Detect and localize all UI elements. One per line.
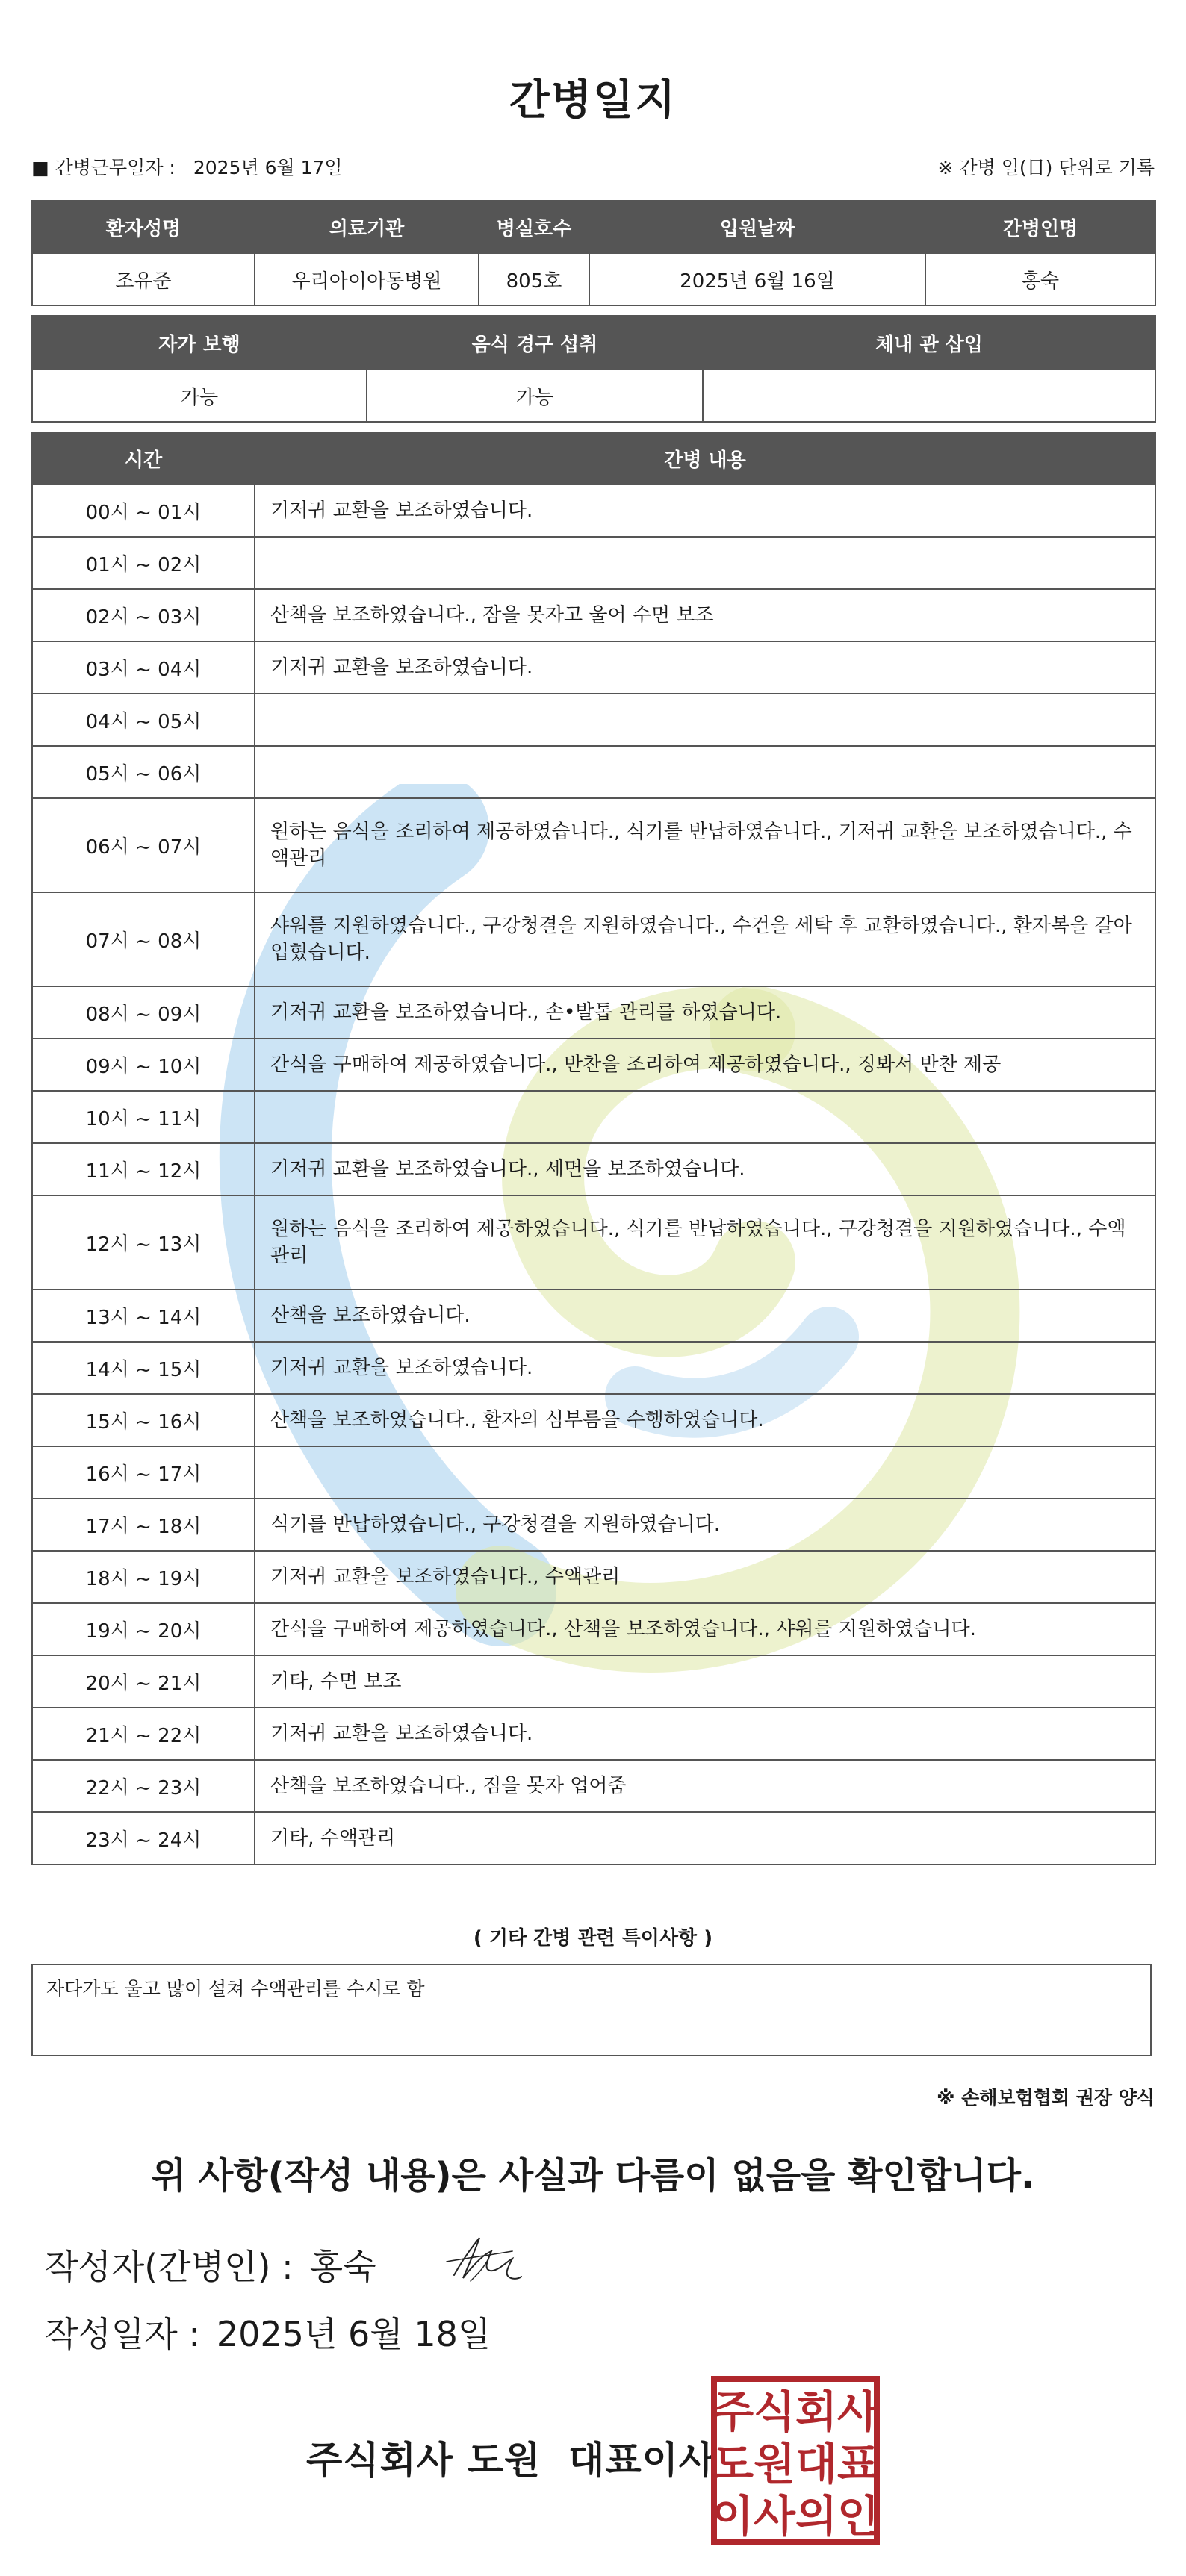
time-cell: 16시 ~ 17시 xyxy=(32,1446,255,1499)
insurer-format-note: ※ 손해보험협회 권장 양식 xyxy=(937,2087,1155,2109)
content-cell: 기저귀 교환을 보조하였습니다., 손•발톱 관리를 하였습니다. xyxy=(255,986,1155,1039)
content-cell: 기저귀 교환을 보조하였습니다., 수액관리 xyxy=(255,1551,1155,1603)
time-cell: 04시 ~ 05시 xyxy=(32,694,255,746)
admission-date: 2025년 6월 16일 xyxy=(589,253,925,305)
table-row xyxy=(32,1342,1155,1394)
time-cell: 05시 ~ 06시 xyxy=(32,746,255,798)
content-cell: 산책을 보조하였습니다. xyxy=(255,1289,1155,1342)
table-row xyxy=(32,1289,1155,1342)
header-hospital: 의료기관 xyxy=(255,201,479,253)
company-representative: 주식회사 도원 대표이사 xyxy=(306,2439,716,2482)
content-cell: 기타, 수면 보조 xyxy=(255,1655,1155,1708)
content-cell: 산책을 보조하였습니다., 잠을 못자고 울어 수면 보조 xyxy=(255,589,1155,641)
work-date-line xyxy=(31,153,1155,183)
patient-info-table xyxy=(31,200,1156,306)
written-date-label: 작성일자 : xyxy=(45,2314,200,2354)
content-cell: 기저귀 교환을 보조하였습니다. xyxy=(255,1342,1155,1394)
table-row xyxy=(32,1760,1155,1812)
header-oral-intake: 음식 경구 섭취 xyxy=(367,316,703,370)
time-cell: 11시 ~ 12시 xyxy=(32,1143,255,1195)
written-date-line xyxy=(45,2307,491,2356)
table-row xyxy=(32,1812,1155,1864)
confirmation-statement: 위 사항(작성 내용)은 사실과 다름이 없음을 확인합니다. xyxy=(151,2155,1035,2197)
table-row xyxy=(32,746,1155,798)
patient-info-value-row xyxy=(32,253,1155,305)
table-row xyxy=(32,694,1155,746)
oral-intake-value: 가능 xyxy=(367,370,703,422)
table-row xyxy=(32,1603,1155,1655)
content-cell: 기타, 수액관리 xyxy=(255,1812,1155,1864)
time-cell: 01시 ~ 02시 xyxy=(32,537,255,589)
patient-status-table xyxy=(31,315,1156,423)
log-header-row xyxy=(32,432,1155,485)
document-title: 간병일지 xyxy=(509,76,677,125)
care-log-table xyxy=(31,432,1156,1865)
table-row xyxy=(32,537,1155,589)
time-cell: 22시 ~ 23시 xyxy=(32,1760,255,1812)
table-row xyxy=(32,1394,1155,1446)
table-row xyxy=(32,1039,1155,1091)
table-row xyxy=(32,1551,1155,1603)
time-cell: 20시 ~ 21시 xyxy=(32,1655,255,1708)
writer-line xyxy=(45,2240,376,2289)
header-tube-insertion: 체내 관 삽입 xyxy=(703,316,1155,370)
time-cell: 10시 ~ 11시 xyxy=(32,1091,255,1143)
time-cell: 12시 ~ 13시 xyxy=(32,1195,255,1289)
company-seal-stamp xyxy=(710,2374,881,2546)
special-notes-box: 자다가도 울고 많이 설쳐 수액관리를 수시로 함 xyxy=(31,1964,1152,2056)
content-cell: 산책을 보조하였습니다., 짐을 못자 업어줌 xyxy=(255,1760,1155,1812)
content-cell: 원하는 음식을 조리하여 제공하였습니다., 식기를 반납하였습니다., 기저귀 교환을 보조하였습니다., 수액관리 xyxy=(255,798,1155,892)
caregiver-name: 홍숙 xyxy=(925,253,1155,305)
time-cell: 19시 ~ 20시 xyxy=(32,1603,255,1655)
status-header-row xyxy=(32,316,1155,370)
table-row xyxy=(32,1499,1155,1551)
writer-name: 홍숙 xyxy=(309,2247,376,2287)
svg-text:이사의인: 이사의인 xyxy=(711,2491,880,2542)
header-care-content: 간병 내용 xyxy=(255,432,1155,485)
walking-value: 가능 xyxy=(32,370,367,422)
header-caregiver: 간병인명 xyxy=(925,201,1155,253)
time-cell: 06시 ~ 07시 xyxy=(32,798,255,892)
svg-text:도원대표: 도원대표 xyxy=(711,2439,880,2489)
content-cell: 간식을 구매하여 제공하였습니다., 산책을 보조하였습니다., 샤워를 지원하였습니다. xyxy=(255,1603,1155,1655)
time-cell: 18시 ~ 19시 xyxy=(32,1551,255,1603)
content-cell: 원하는 음식을 조리하여 제공하였습니다., 식기를 반납하였습니다., 구강청결을 지원하였습니다., 수액관리 xyxy=(255,1195,1155,1289)
time-cell: 14시 ~ 15시 xyxy=(32,1342,255,1394)
header-admission-date: 입원날짜 xyxy=(589,201,925,253)
content-cell xyxy=(255,1446,1155,1499)
table-row xyxy=(32,892,1155,986)
status-value-row xyxy=(32,370,1155,422)
content-cell xyxy=(255,694,1155,746)
writer-label: 작성자(간병인) : xyxy=(45,2247,294,2287)
time-cell: 17시 ~ 18시 xyxy=(32,1499,255,1551)
time-cell: 02시 ~ 03시 xyxy=(32,589,255,641)
time-cell: 15시 ~ 16시 xyxy=(32,1394,255,1446)
table-row xyxy=(32,1708,1155,1760)
work-date-value: 2025년 6월 17일 xyxy=(193,157,343,178)
table-row xyxy=(32,1195,1155,1289)
hospital-name: 우리아이아동병원 xyxy=(255,253,479,305)
content-cell xyxy=(255,1091,1155,1143)
time-cell: 07시 ~ 08시 xyxy=(32,892,255,986)
content-cell: 기저귀 교환을 보조하였습니다. xyxy=(255,485,1155,537)
table-row xyxy=(32,485,1155,537)
content-cell xyxy=(255,537,1155,589)
time-cell: 13시 ~ 14시 xyxy=(32,1289,255,1342)
work-date xyxy=(31,153,343,180)
content-cell: 기저귀 교환을 보조하였습니다., 세면을 보조하였습니다. xyxy=(255,1143,1155,1195)
patient-name: 조유준 xyxy=(32,253,255,305)
written-date-value: 2025년 6월 18일 xyxy=(216,2314,491,2354)
content-cell: 식기를 반납하였습니다., 구강청결을 지원하였습니다. xyxy=(255,1499,1155,1551)
content-cell: 산책을 보조하였습니다., 환자의 심부름을 수행하였습니다. xyxy=(255,1394,1155,1446)
special-notes-label: ( 기타 간병 관련 특이사항 ) xyxy=(473,1927,713,1950)
content-cell xyxy=(255,746,1155,798)
svg-text:주식회사: 주식회사 xyxy=(711,2386,880,2437)
header-walking: 자가 보행 xyxy=(32,316,367,370)
content-cell: 샤워를 지원하였습니다., 구강청결을 지원하였습니다., 수건을 세탁 후 교환하였습니다., 환자복을 갈아입혔습니다. xyxy=(255,892,1155,986)
room-number: 805호 xyxy=(479,253,589,305)
table-row xyxy=(32,1655,1155,1708)
work-date-label: ■ 간병근무일자 : xyxy=(31,157,176,178)
time-cell: 09시 ~ 10시 xyxy=(32,1039,255,1091)
table-row xyxy=(32,1446,1155,1499)
header-room: 병실호수 xyxy=(479,201,589,253)
content-cell: 기저귀 교환을 보조하였습니다. xyxy=(255,641,1155,694)
table-row xyxy=(32,986,1155,1039)
time-cell: 23시 ~ 24시 xyxy=(32,1812,255,1864)
signature-image xyxy=(441,2229,523,2289)
table-row xyxy=(32,589,1155,641)
header-time: 시간 xyxy=(32,432,255,485)
tube-insertion-value xyxy=(703,370,1155,422)
time-cell: 21시 ~ 22시 xyxy=(32,1708,255,1760)
unit-note: ※ 간병 일(日) 단위로 기록 xyxy=(937,157,1155,178)
time-cell: 08시 ~ 09시 xyxy=(32,986,255,1039)
time-cell: 03시 ~ 04시 xyxy=(32,641,255,694)
time-cell: 00시 ~ 01시 xyxy=(32,485,255,537)
table-row xyxy=(32,1091,1155,1143)
table-row xyxy=(32,1143,1155,1195)
header-patient-name: 환자성명 xyxy=(32,201,255,253)
patient-info-header-row xyxy=(32,201,1155,253)
content-cell: 기저귀 교환을 보조하였습니다. xyxy=(255,1708,1155,1760)
table-row xyxy=(32,798,1155,892)
table-row xyxy=(32,641,1155,694)
content-cell: 간식을 구매하여 제공하였습니다., 반찬을 조리하여 제공하였습니다., 징봐서 반찬 제공 xyxy=(255,1039,1155,1091)
